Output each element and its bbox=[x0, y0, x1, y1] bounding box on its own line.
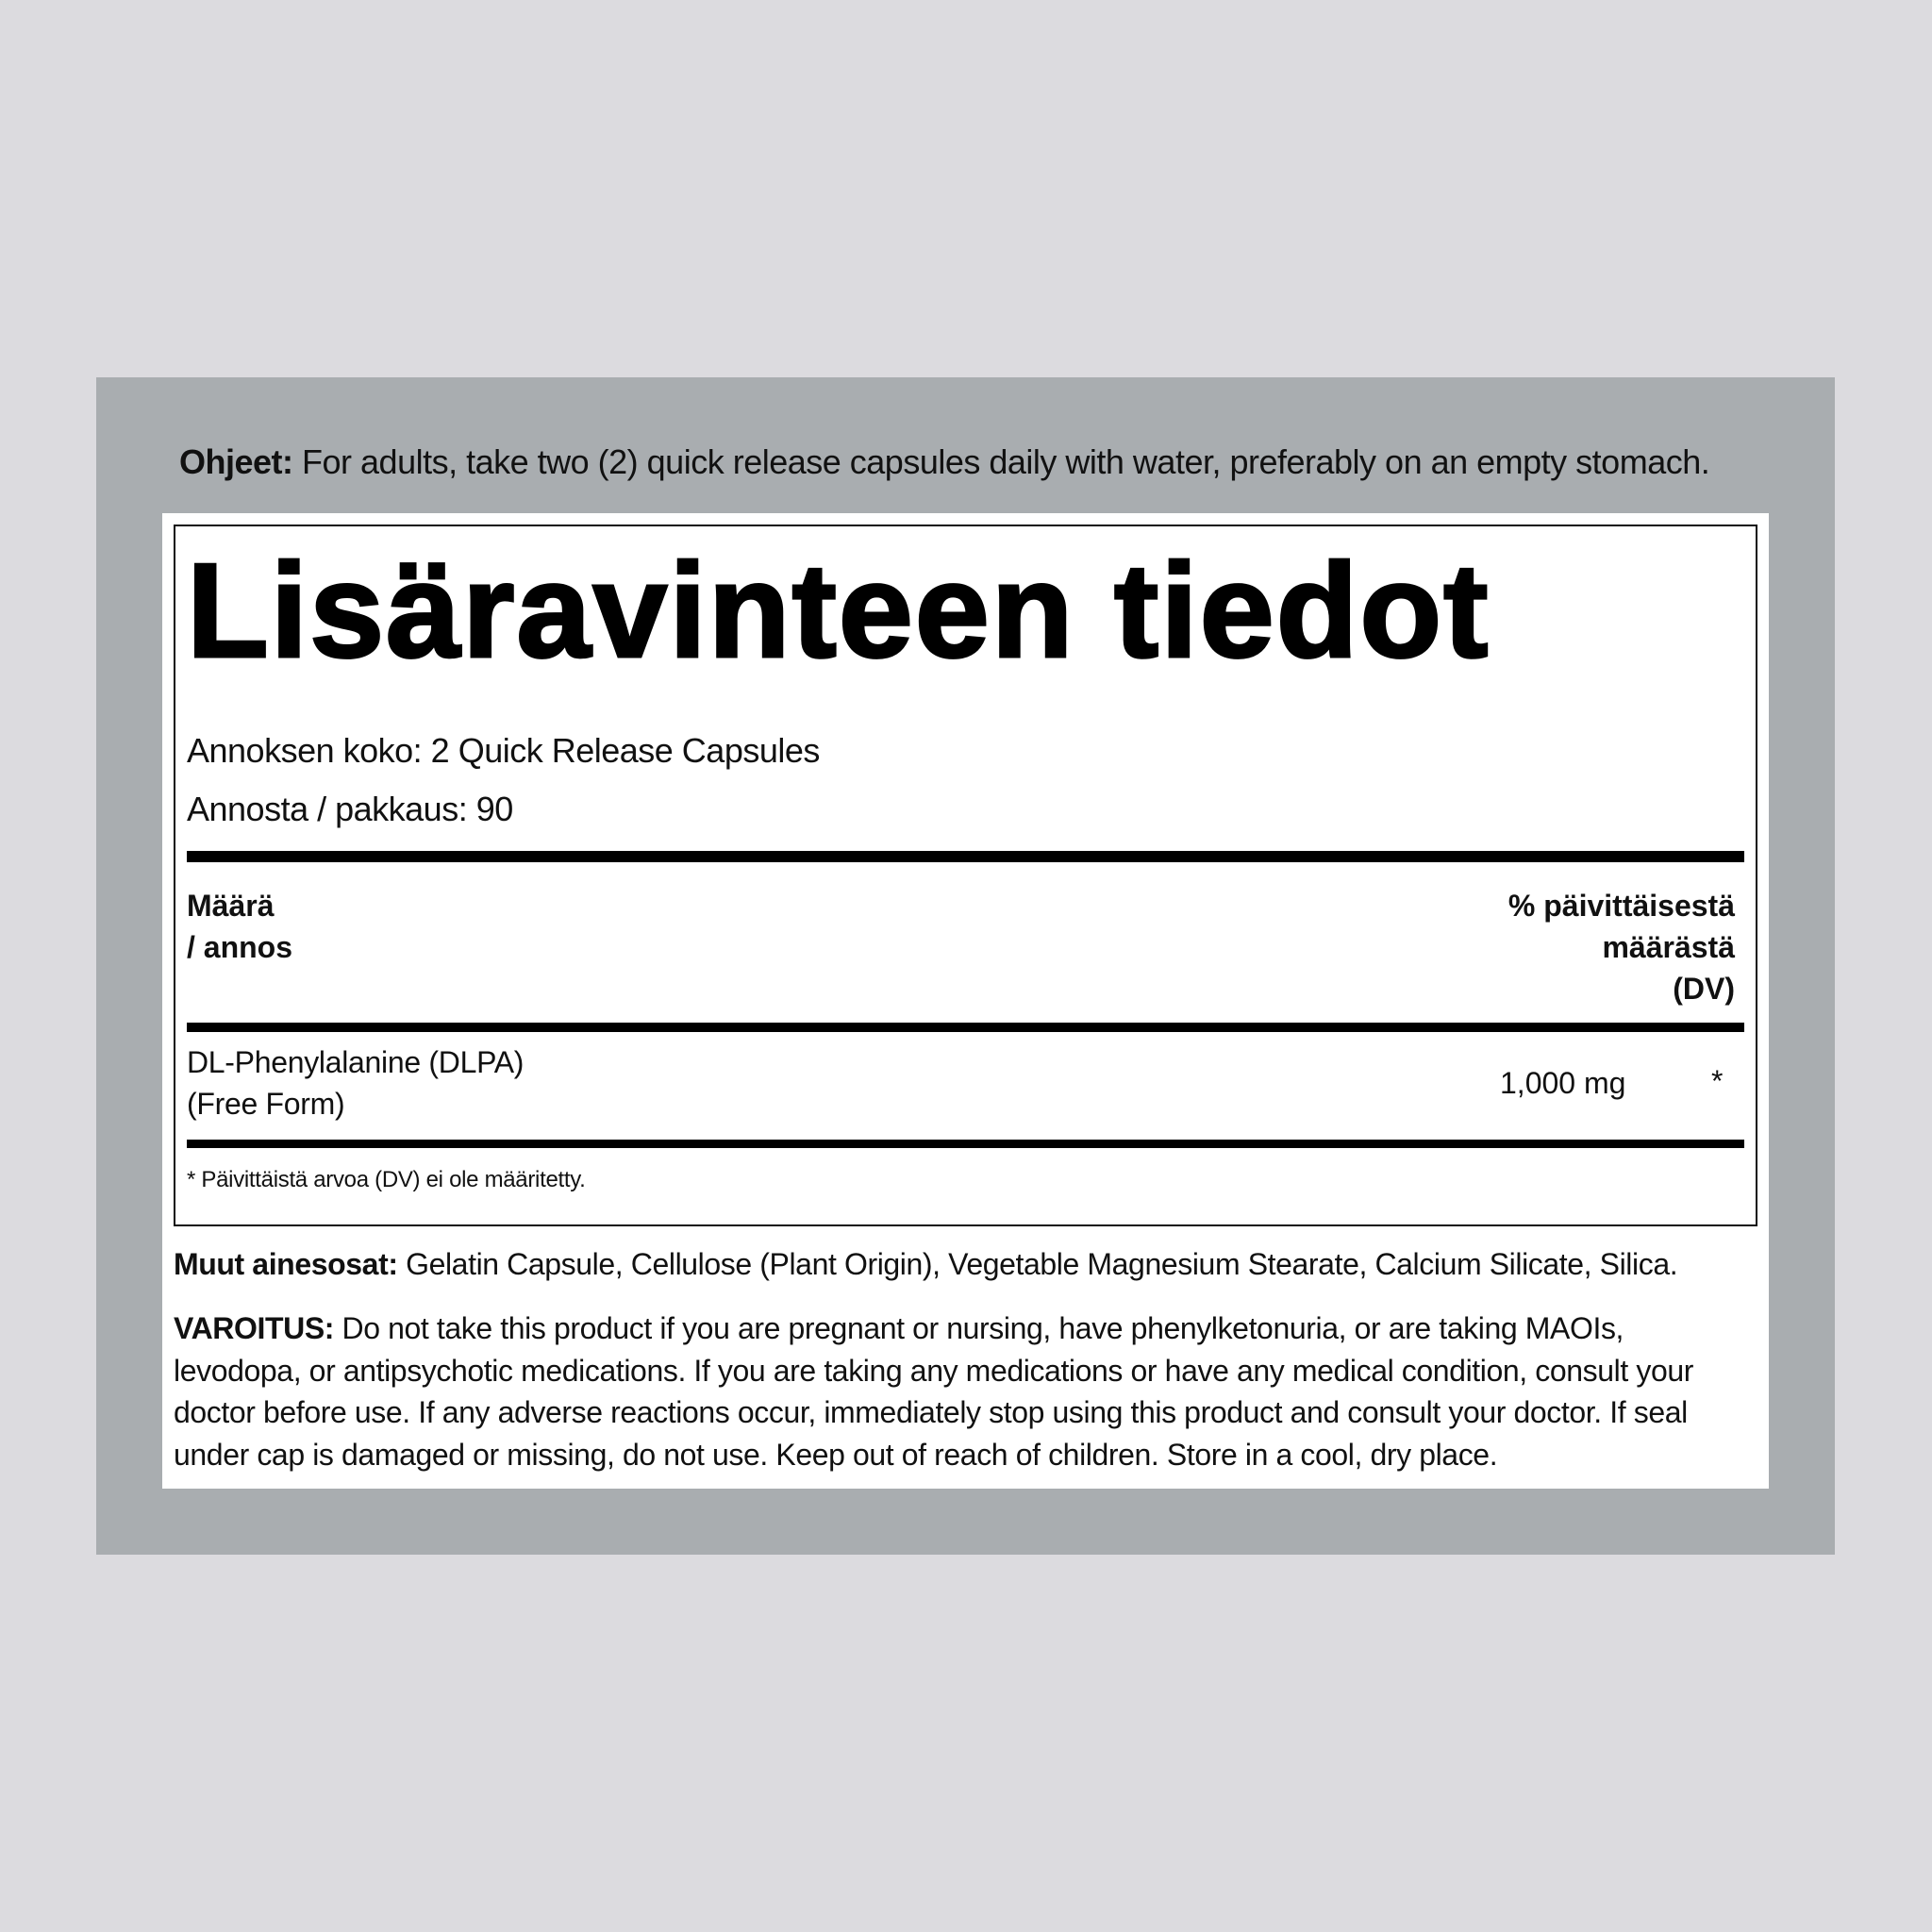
amount-header-line2: / annos bbox=[187, 930, 293, 964]
amount-header bbox=[187, 885, 292, 968]
warning-label: VAROITUS: bbox=[174, 1311, 335, 1345]
ingredient-amount: 1,000 mg bbox=[1500, 1066, 1626, 1100]
servings-per-container: Annosta / pakkaus: 90 bbox=[187, 790, 513, 828]
dv-header-line3: (DV) bbox=[1673, 972, 1735, 1006]
warning-text: Do not take this product if you are pregnant or nursing, have phenylketonuria, or are taking MAOIs, levodopa, or antipsychotic medications. If you are taking any medications or have any medical condition, consult your doctor before use. If any adverse reactions occur, immediately stop using this product and consult your doctor. If seal under cap is damaged or missing, do not use. Keep out of reach of children. Store in a cool, dry place. bbox=[174, 1311, 1693, 1472]
label-white-area bbox=[162, 513, 1769, 1489]
divider-bar bbox=[187, 1140, 1744, 1148]
directions-text bbox=[179, 441, 1783, 483]
label-panel bbox=[96, 377, 1835, 1555]
divider-bar bbox=[187, 851, 1744, 862]
other-ingredients bbox=[174, 1243, 1758, 1285]
amount-header-line1: Määrä bbox=[187, 889, 275, 923]
ingredient-dv: * bbox=[1711, 1064, 1724, 1098]
supplement-facts-box bbox=[174, 525, 1757, 1226]
dv-header bbox=[1357, 885, 1735, 1009]
other-ingredients-text: Gelatin Capsule, Cellulose (Plant Origin), Vegetable Magnesium Stearate, Calcium Silicate, Silica. bbox=[397, 1247, 1678, 1281]
serving-size: Annoksen koko: 2 Quick Release Capsules bbox=[187, 731, 820, 770]
facts-title: Lisäravinteen tiedot bbox=[187, 536, 1491, 686]
ingredient-name bbox=[187, 1041, 524, 1124]
dv-header-line1: % päivittäisestä bbox=[1507, 889, 1735, 923]
directions-body: For adults, take two (2) quick release capsules daily with water, preferably on an empty stomach. bbox=[292, 442, 1710, 481]
divider-bar bbox=[187, 1023, 1744, 1032]
directions-label: Ohjeet: bbox=[179, 442, 293, 481]
warning bbox=[174, 1307, 1758, 1475]
ingredient-name-line2: (Free Form) bbox=[187, 1087, 345, 1121]
dv-footnote: * Päivittäistä arvoa (DV) ei ole määritetty. bbox=[187, 1167, 586, 1192]
dv-header-line2: määrästä bbox=[1602, 930, 1735, 964]
other-ingredients-label: Muut ainesosat: bbox=[174, 1247, 398, 1281]
ingredient-name-line1: DL-Phenylalanine (DLPA) bbox=[187, 1045, 525, 1079]
